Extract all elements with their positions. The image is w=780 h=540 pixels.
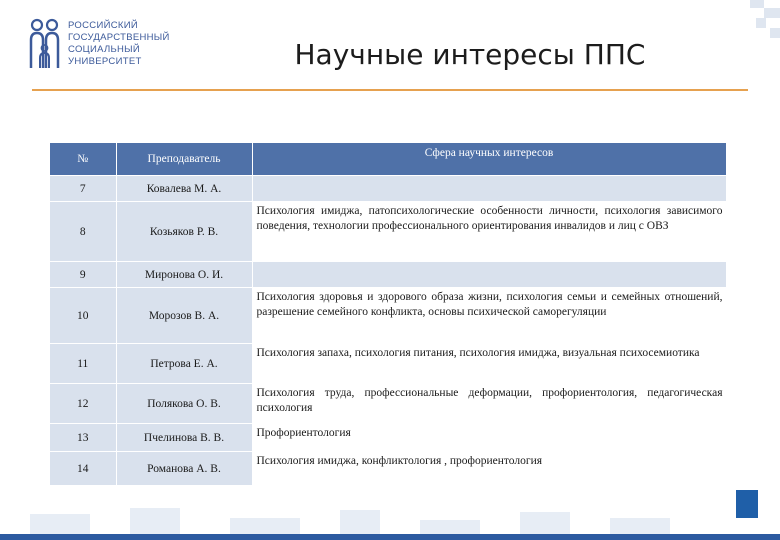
interests-cell	[252, 176, 726, 202]
column-header-interests: Сфера научных интересов	[252, 143, 726, 176]
logo-line: СОЦИАЛЬНЫЙ	[68, 44, 141, 55]
table-row	[50, 344, 726, 384]
logo-line: РОССИЙСКИЙ	[68, 20, 138, 31]
table-row	[50, 262, 726, 288]
teacher-name: Ковалева М. А.	[116, 176, 252, 202]
page-title: Научные интересы ППС	[294, 38, 646, 71]
teacher-name: Петрова Е. А.	[116, 344, 252, 384]
interests-cell: Профориентология	[252, 424, 726, 452]
table-row	[50, 452, 726, 486]
row-number: 8	[50, 202, 116, 262]
row-number: 7	[50, 176, 116, 202]
table-row	[50, 202, 726, 262]
teacher-name: Романова А. В.	[116, 452, 252, 486]
table-row	[50, 288, 726, 344]
teacher-name: Пчелинова В. В.	[116, 424, 252, 452]
row-number: 14	[50, 452, 116, 486]
footer-bar	[0, 534, 780, 540]
teacher-name: Полякова О. В.	[116, 384, 252, 424]
logo-wordmark	[68, 20, 178, 68]
faculty-interests-table	[50, 143, 727, 486]
logo-line: ГОСУДАРСТВЕННЫЙ	[68, 32, 170, 43]
corner-decoration	[720, 0, 780, 40]
interests-cell: Психология запаха, психология питания, психология имиджа, визуальная психосемиотика	[252, 344, 726, 384]
table-header-row	[50, 143, 726, 176]
table-row	[50, 424, 726, 452]
interests-cell: Психология труда, профессиональные деформации, профориентология, педагогическая психология	[252, 384, 726, 424]
column-header-number: №	[50, 143, 116, 176]
row-number: 10	[50, 288, 116, 344]
teacher-name: Морозов В. А.	[116, 288, 252, 344]
title-divider	[32, 89, 748, 91]
people-logo-icon	[28, 18, 62, 72]
table-row	[50, 176, 726, 202]
row-number: 13	[50, 424, 116, 452]
row-number: 12	[50, 384, 116, 424]
row-number: 9	[50, 262, 116, 288]
teacher-name: Козьяков Р. В.	[116, 202, 252, 262]
table-row	[50, 384, 726, 424]
row-number: 11	[50, 344, 116, 384]
interests-cell: Психология имиджа, патопсихологические особенности личности, психология зависимого поведения, технологии профессионального ориентирования инвалидов и лиц с ОВЗ	[252, 202, 726, 262]
logo-line: УНИВЕРСИТЕТ	[68, 56, 142, 67]
column-header-teacher: Преподаватель	[116, 143, 252, 176]
interests-cell: Психология здоровья и здорового образа жизни, психология семьи и семейных отношений, разрешение семейного конфликта, основы психической саморегуляции	[252, 288, 726, 344]
interests-cell: Психология имиджа, конфликтология , профориентология	[252, 452, 726, 486]
interests-cell	[252, 262, 726, 288]
teacher-name: Миронова О. И.	[116, 262, 252, 288]
brand-square	[736, 490, 758, 518]
university-logo	[28, 18, 168, 78]
